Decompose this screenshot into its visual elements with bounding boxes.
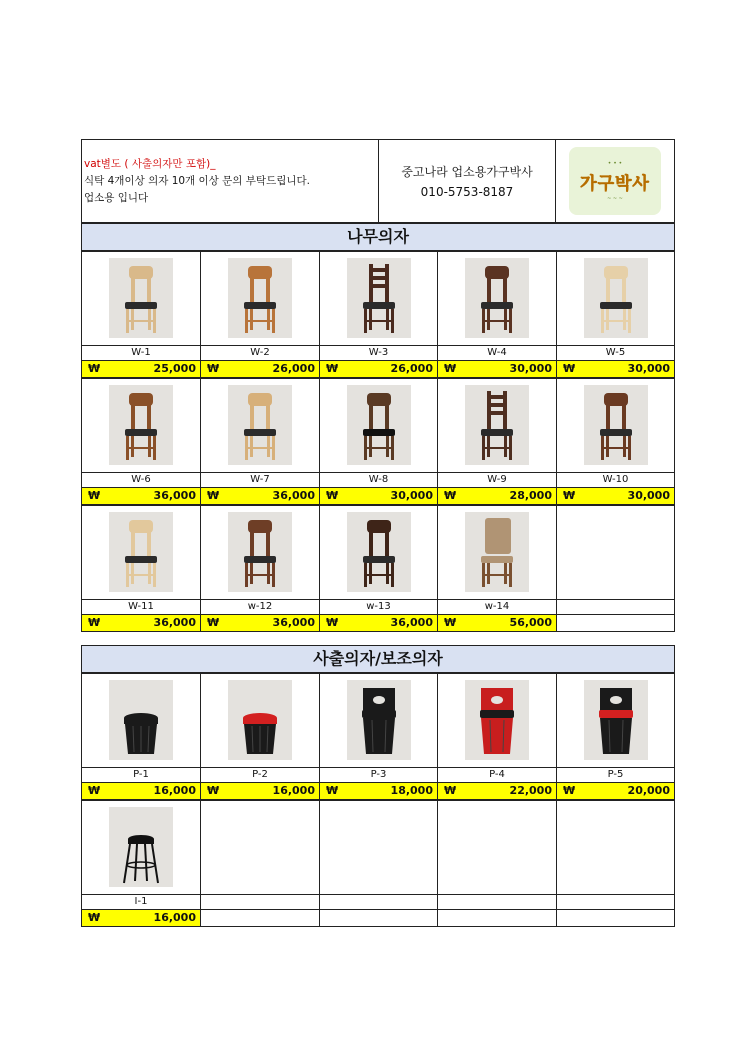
currency-symbol: ₩ [444,362,457,375]
product-code: P-3 [319,767,438,783]
back-stool-icon [347,680,411,760]
wood-chair-icon [584,385,648,465]
price-amount: 16,000 [153,784,196,797]
product-code: w-14 [437,599,557,615]
product-price [81,909,201,927]
price-amount: 28,000 [509,489,552,502]
price-amount: 16,000 [272,784,315,797]
currency-symbol: ₩ [444,616,457,629]
currency-symbol: ₩ [88,362,101,375]
currency-symbol: ₩ [88,911,101,924]
back-stool-icon [584,680,648,760]
logo-dots: • • • [607,160,623,167]
product-code: w-13 [319,599,438,615]
currency-symbol: ₩ [563,489,576,502]
price-amount: 30,000 [390,489,433,502]
price-amount: 26,000 [272,362,315,375]
price-amount: 22,000 [509,784,552,797]
product-code: P-2 [200,767,320,783]
product-price [437,360,557,378]
product-price [81,614,201,632]
price-amount: 26,000 [390,362,433,375]
product-code: I-1 [81,894,201,910]
currency-symbol: ₩ [88,784,101,797]
price-amount: 36,000 [272,489,315,502]
product-price [437,782,557,800]
product-image-cell [319,251,438,346]
price-amount: 36,000 [153,616,196,629]
product-code: W-6 [81,472,201,488]
header-contact [378,139,556,223]
section-title: 나무의자 [81,223,675,251]
empty-cell [200,894,320,910]
wood-chair-icon [584,258,648,338]
product-image-cell [200,378,320,473]
currency-symbol: ₩ [326,362,339,375]
empty-cell [437,894,557,910]
empty-cell [556,800,675,895]
wood-chair-icon [228,512,292,592]
header-note [81,139,379,223]
price-amount: 18,000 [390,784,433,797]
empty-cell [437,909,557,927]
wood-chair-icon [109,258,173,338]
product-price [200,487,320,505]
product-code: W-11 [81,599,201,615]
empty-cell [319,909,438,927]
price-amount: 30,000 [509,362,552,375]
empty-cell [556,505,675,600]
wood-chair-icon [228,258,292,338]
product-code: W-2 [200,345,320,361]
product-image-cell [437,505,557,600]
product-image-cell [319,378,438,473]
product-code: P-5 [556,767,675,783]
seller-name: 중고나라 업소용가구박사 [401,165,533,179]
product-code: W-10 [556,472,675,488]
price-amount: 56,000 [509,616,552,629]
product-code: W-3 [319,345,438,361]
currency-symbol: ₩ [88,616,101,629]
product-price [200,360,320,378]
empty-cell [556,894,675,910]
product-image-cell [556,378,675,473]
wood-chair-icon [347,512,411,592]
section-title: 사출의자/보조의자 [81,645,675,673]
stool-icon [109,680,173,760]
currency-symbol: ₩ [88,489,101,502]
empty-cell [200,800,320,895]
currency-symbol: ₩ [563,362,576,375]
price-sheet [81,139,675,959]
product-price [319,614,438,632]
product-price [319,782,438,800]
wood-chair-icon [465,258,529,338]
product-image-cell [556,251,675,346]
product-price [81,487,201,505]
logo-ribbon: ~ ~ ~ [607,196,623,202]
empty-cell [556,909,675,927]
product-price [200,614,320,632]
product-code: W-4 [437,345,557,361]
product-image-cell [556,673,675,768]
empty-cell [319,800,438,895]
product-code: w-12 [200,599,320,615]
wood-chair-icon [109,512,173,592]
price-amount: 20,000 [627,784,670,797]
product-price [556,360,675,378]
bulk-order-note: 식탁 4개이상 의자 10개 이상 문의 부탁드립니다. [84,175,310,187]
product-code: W-9 [437,472,557,488]
product-price [319,487,438,505]
product-code: W-7 [200,472,320,488]
currency-symbol: ₩ [563,784,576,797]
product-image-cell [81,378,201,473]
logo-text: 가구박사 [580,174,650,194]
product-price [437,487,557,505]
empty-cell [556,599,675,615]
product-image-cell [81,800,201,895]
product-price [81,360,201,378]
empty-cell [200,909,320,927]
product-price [556,487,675,505]
price-amount: 36,000 [272,616,315,629]
currency-symbol: ₩ [326,784,339,797]
product-price [81,782,201,800]
currency-symbol: ₩ [207,362,220,375]
price-amount: 25,000 [153,362,196,375]
price-amount: 36,000 [153,489,196,502]
product-image-cell [319,505,438,600]
product-image-cell [200,505,320,600]
ladderback-chair-icon [465,385,529,465]
empty-cell [556,614,675,632]
header-logo [555,139,675,223]
back-stool-icon [465,680,529,760]
price-amount: 36,000 [390,616,433,629]
currency-symbol: ₩ [207,616,220,629]
seller-phone: 010-5753-8187 [420,185,514,199]
currency-symbol: ₩ [444,489,457,502]
commercial-note: 업소용 입니다 [84,192,149,204]
product-price [319,360,438,378]
price-amount: 30,000 [627,362,670,375]
ladderback-chair-icon [347,258,411,338]
empty-cell [437,800,557,895]
product-price [437,614,557,632]
product-image-cell [437,251,557,346]
product-price [556,782,675,800]
logo-badge [569,147,661,215]
product-image-cell [437,673,557,768]
product-code: W-1 [81,345,201,361]
wood-chair-icon [109,385,173,465]
product-image-cell [81,251,201,346]
product-code: W-8 [319,472,438,488]
wood-chair-icon [347,385,411,465]
currency-symbol: ₩ [326,489,339,502]
vat-note: vat별도 ( 사출의자만 포함)_ [84,158,216,170]
currency-symbol: ₩ [207,489,220,502]
metal-stool-icon [109,807,173,887]
product-image-cell [81,673,201,768]
price-amount: 16,000 [153,911,196,924]
currency-symbol: ₩ [326,616,339,629]
product-image-cell [437,378,557,473]
product-image-cell [200,673,320,768]
stool-icon [228,680,292,760]
currency-symbol: ₩ [207,784,220,797]
price-amount: 30,000 [627,489,670,502]
product-code: W-5 [556,345,675,361]
product-price [200,782,320,800]
product-image-cell [319,673,438,768]
wood-chair-icon [228,385,292,465]
currency-symbol: ₩ [444,784,457,797]
empty-cell [319,894,438,910]
product-code: P-1 [81,767,201,783]
product-code: P-4 [437,767,557,783]
upholstered-chair-icon [465,512,529,592]
product-image-cell [81,505,201,600]
product-image-cell [200,251,320,346]
